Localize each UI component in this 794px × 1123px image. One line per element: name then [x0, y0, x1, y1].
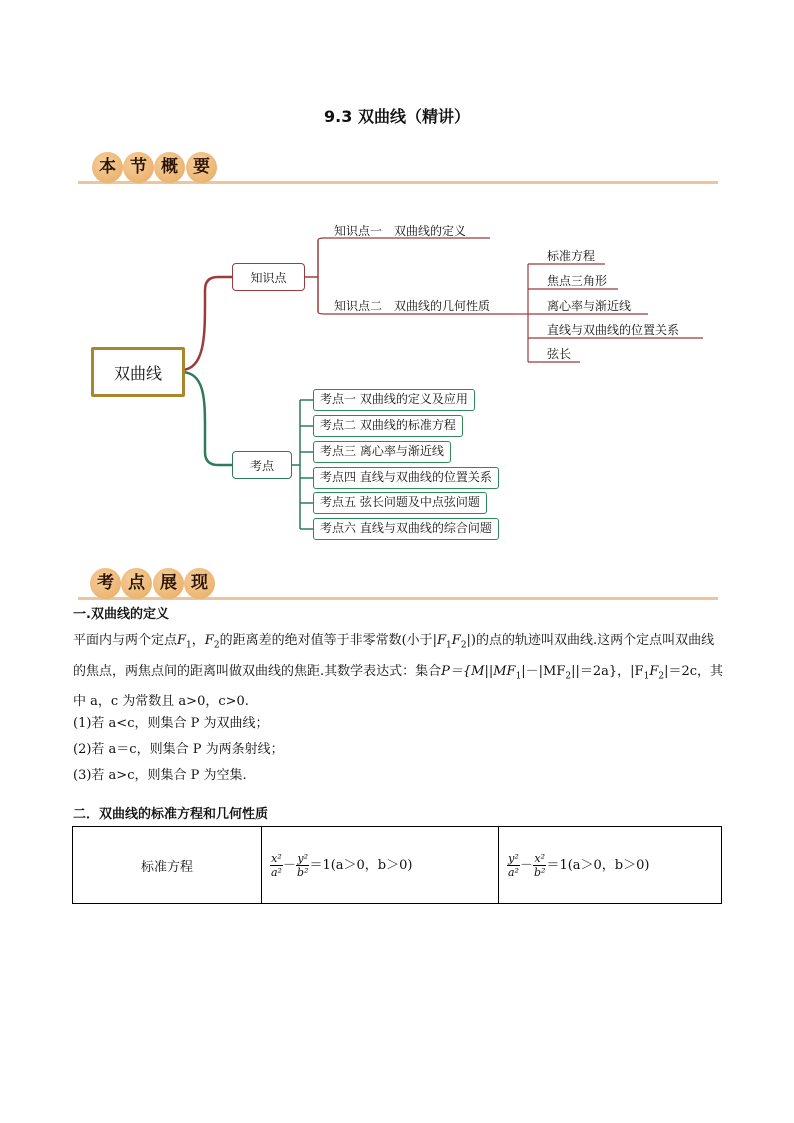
- fraction: $\frac{\text{x²}}{\text{b²}}$: [533, 851, 546, 879]
- mindmap-sub-item: 弦长: [547, 347, 572, 361]
- mindmap-root: 双曲线: [91, 347, 185, 397]
- mindmap-sub-item: 标准方程: [547, 249, 596, 263]
- condition-line: (2)若 a＝c，则集合 P 为两条射线；: [73, 742, 284, 757]
- table-cell-equation: $\frac{\text{x²}}{\text{a²}}$ － $\frac{\text{y²}}{\text{b²}}$ ＝1(a＞0，b＞0): [262, 827, 499, 904]
- properties-table: [72, 826, 722, 904]
- fraction: $\frac{\text{x²}}{\text{a²}}$: [271, 851, 282, 879]
- mindmap-kaodian-item: 考点二 双曲线的标准方程: [313, 415, 463, 437]
- mindmap-sub-item: 直线与双曲线的位置关系: [547, 323, 680, 337]
- condition-line: (1)若 a<c，则集合 P 为双曲线；: [73, 716, 269, 731]
- banner-char: 要: [186, 152, 217, 183]
- banner-char: 概: [154, 152, 185, 183]
- fraction: $\frac{\text{y²}}{\text{b²}}$: [296, 851, 309, 879]
- banner-char: 现: [184, 568, 215, 599]
- banner-char: 点: [121, 568, 152, 599]
- mindmap-kaodian-item: 考点四 直线与双曲线的位置关系: [313, 467, 499, 489]
- mindmap-kaodian-item: 考点一 双曲线的定义及应用: [313, 389, 475, 411]
- mindmap-node-zhishidian: 知识点: [232, 263, 305, 291]
- table-cell-equation: $\frac{\text{y²}}{\text{a²}}$ － $\frac{\text{x²}}{\text{b²}}$ ＝1(a＞0，b＞0): [499, 827, 722, 904]
- table-row: [73, 827, 722, 904]
- page-title: 9.3 双曲线（精讲）: [324, 107, 470, 126]
- section-heading: 二．双曲线的标准方程和几何性质: [73, 807, 269, 822]
- mindmap-kaodian-item: 考点三 离心率与渐近线: [313, 441, 451, 463]
- mindmap-kaodian-item: 考点六 直线与双曲线的综合问题: [313, 518, 499, 540]
- banner-char: 考: [90, 568, 121, 599]
- mindmap-kaodian-item: 考点五 弦长问题及中点弦问题: [313, 492, 487, 514]
- mindmap-sub-item: 焦点三角形: [547, 274, 608, 288]
- banner-char: 本: [92, 152, 123, 183]
- banner-char: 节: [123, 152, 154, 183]
- banner-char: 展: [153, 568, 184, 599]
- mindmap-zhishidian-item: 知识点二 双曲线的几何性质: [334, 299, 491, 313]
- definition-paragraph: 平面内与两个定点$F_1$，$F_2$的距离差的绝对值等于非零常数(小于$|F_1F_2|$)的点的轨迹叫双曲线.这两个定点叫双曲线的焦点，两焦点间的距离叫做双曲线的焦距.其数学表达式：集合$P=\{M||MF_1|-|MF_2||=2a\}$，$|F_1F_2|=2c$，其中 a，c 为常数且 a>0，c>0.: [73, 633, 724, 710]
- table-cell-label: 标准方程: [73, 827, 262, 904]
- fraction: $\frac{\text{y²}}{\text{a²}}$: [508, 851, 519, 879]
- mindmap-zhishidian-item: 知识点一 双曲线的定义: [334, 224, 467, 238]
- condition-line: (3)若 a>c，则集合 P 为空集.: [73, 768, 247, 783]
- mindmap-node-kaodian: 考点: [232, 451, 292, 479]
- section-heading: 一.双曲线的定义: [73, 607, 169, 622]
- mindmap-sub-item: 离心率与渐近线: [547, 299, 632, 313]
